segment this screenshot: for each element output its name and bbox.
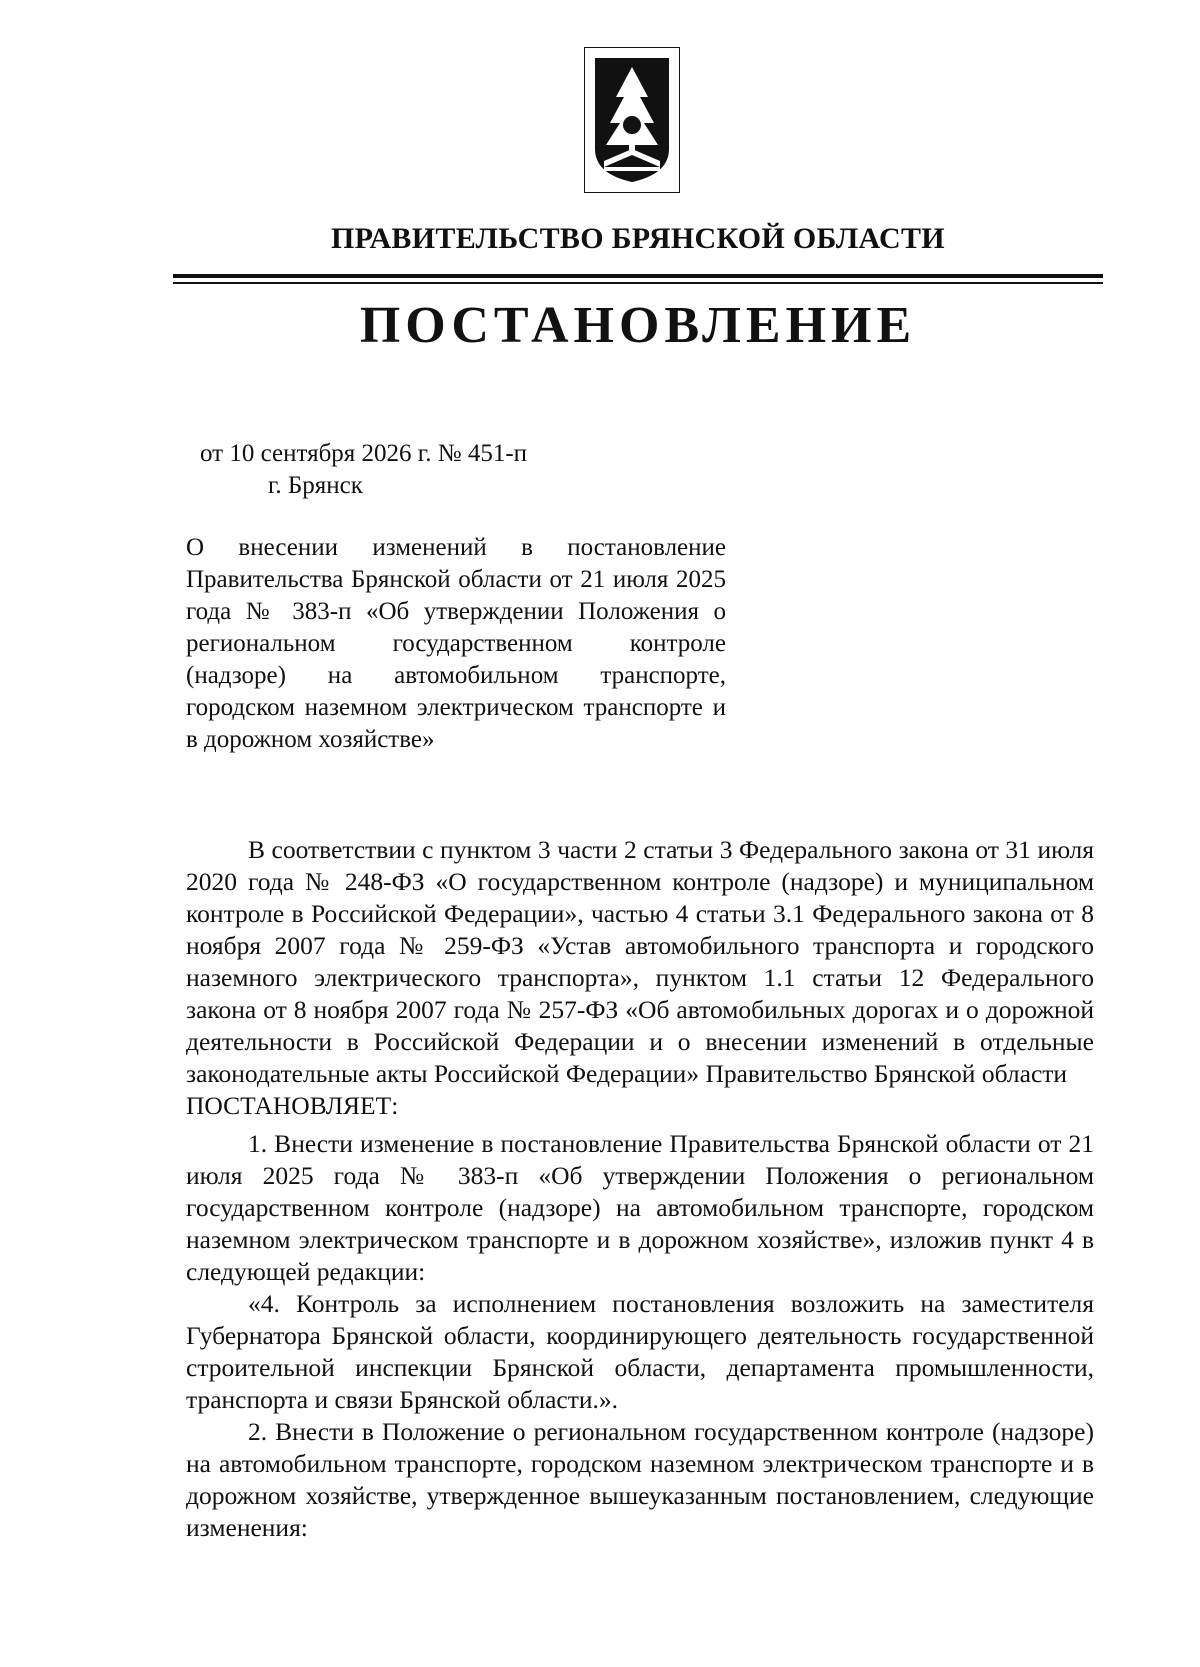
city: г. Брянск xyxy=(268,472,363,499)
header-rule-thick xyxy=(173,274,1103,278)
item-1-quote-paragraph: «4. Контроль за исполнением постановления возложить на заместителя Губернатора Брянской области, координирующего деятельность государственной строительной инспекции Брянской области, департамента промышленности, транспорта и связи Брянской области.». xyxy=(186,1289,1094,1414)
header-rule-thin xyxy=(173,282,1103,284)
document-type: ПОСТАНОВЛЕНИЕ xyxy=(359,297,917,354)
item-2-paragraph: 2. Внести в Положение о региональном государственном контроле (надзоре) на автомобильном транспорте, городском наземном электрическом транспорте и в дорожном хозяйстве, утвержденное вышеуказанным постановлением, следующие изменения: xyxy=(186,1417,1094,1542)
preamble-paragraph: В соответствии с пунктом 3 части 2 статьи 3 Федерального закона от 31 июля 2020 года № 248-ФЗ «О государственном контроле (надзоре) и муниципальном контроле в Российской Федерации», частью 4 статьи 3.1 Федерального закона от 8 ноября 2007 года № 259-ФЗ «Устав автомобильного транспорта и городского наземного электрического транспорта», пунктом 1.1 статьи 12 Федерального закона от 8 ноября 2007 года № 257-ФЗ «Об автомобильных дорогах и о дорожной деятельности в Российской Федерации и о внесении изменений в отдельные законодательные акты Российской Федерации» Правительство Брянской области xyxy=(186,835,1094,1088)
document-body xyxy=(186,834,1094,1544)
item-1-paragraph: 1. Внести изменение в постановление Правительства Брянской области от 21 июля 2025 года № 383-п «Об утверждении Положения о региональном государственном контроле (надзоре) на автомобильном транспорте, городском наземном электрическом транспорте и в дорожном хозяйстве», изложив пункт 4 в следующей редакции: xyxy=(186,1129,1094,1286)
resolves-heading: ПОСТАНОВЛЯЕТ: xyxy=(186,1091,399,1120)
document-subject: О внесении изменений в постановление Правительства Брянской области от 21 июля 2025 года № 383-п «Об утверждении Положения о региональном государственном контроле (надзоре) на автомобильном транспорте, городском наземном электрическом транспорте и в дорожном хозяйстве» xyxy=(186,534,726,753)
coat-of-arms-icon xyxy=(584,47,680,193)
government-title: ПРАВИТЕЛЬСТВО БРЯНСКОЙ ОБЛАСТИ xyxy=(331,222,945,255)
date-and-number: от 10 сентября 2026 г. № 451-п xyxy=(200,440,528,467)
